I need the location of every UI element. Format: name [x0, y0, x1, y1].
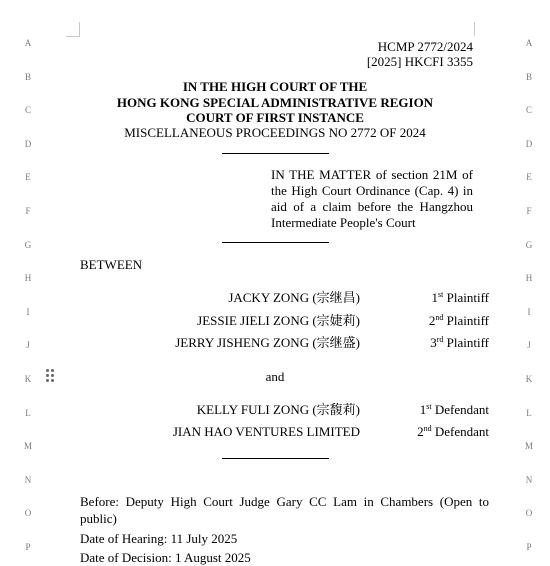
divider: [222, 153, 329, 154]
margin-letter-d: D: [24, 138, 32, 149]
plaintiff-1-role: 1st Plaintiff: [431, 290, 489, 305]
margin-letter-k: K: [525, 374, 533, 384]
margin-letter-e: E: [526, 172, 532, 183]
margin-letter-b: B: [525, 71, 532, 82]
crop-mark-top-left: [79, 22, 80, 36]
defendant-1-name: KELLY FULI ZONG (宗馥莉): [196, 402, 360, 417]
plaintiff-2-role: 2nd Plaintiff: [428, 313, 489, 328]
margin-letter-l: L: [25, 407, 31, 418]
action-number: HCMP 2772/2024: [377, 39, 473, 54]
divider: [222, 458, 329, 459]
margin-letter-o: O: [525, 508, 533, 519]
and-label: and: [265, 369, 285, 384]
margin-letter-m: M: [23, 441, 32, 452]
margin-letter-h: H: [24, 273, 32, 284]
court-heading-line-3: COURT OF FIRST INSTANCE: [186, 110, 364, 125]
neutral-citation: [2025] HKCFI 3355: [366, 54, 473, 69]
plaintiff-1-name: JACKY ZONG (宗继昌): [228, 290, 360, 305]
margin-letter-j: J: [527, 340, 531, 351]
margin-letter-f: F: [526, 206, 532, 216]
defendant-2-role: 2nd Defendant: [417, 424, 489, 439]
margin-letter-n: N: [525, 474, 533, 485]
margin-letter-m: M: [524, 441, 533, 452]
proceedings-number: MISCELLANEOUS PROCEEDINGS NO 2772 OF 2024: [124, 125, 426, 140]
margin-letter-p: P: [526, 542, 532, 552]
margin-letter-b: B: [24, 71, 31, 82]
crop-mark-top-left-h: [66, 36, 80, 37]
margin-letter-p: P: [25, 542, 31, 552]
margin-letter-j: J: [26, 340, 30, 351]
date-of-decision: Date of Decision: 1 August 2025: [80, 550, 251, 565]
plaintiff-2-name: JESSIE JIELI ZONG (宗婕莉): [197, 313, 360, 328]
before-judge: Before: Deputy High Court Judge Gary CC Lam in Chambers (Open to public): [80, 494, 489, 526]
margin-letter-d: D: [525, 138, 533, 149]
margin-letter-o: O: [24, 508, 32, 519]
margin-letter-k: K: [24, 374, 32, 384]
margin-letter-c: C: [525, 105, 532, 116]
between-label: BETWEEN: [80, 257, 143, 272]
margin-letter-i: I: [26, 306, 30, 317]
matter-statement: IN THE MATTER of section 21M of the High Court Ordinance (Cap. 4) in aid of a claim before the Hangzhou Intermediate People's Court: [271, 167, 473, 230]
defendant-2-name: JIAN HAO VENTURES LIMITED: [172, 424, 360, 439]
plaintiff-3-role: 3rd Plaintiff: [430, 335, 489, 350]
margin-letter-g: G: [24, 239, 32, 250]
date-of-hearing: Date of Hearing: 11 July 2025: [80, 531, 238, 546]
margin-letter-l: L: [526, 407, 532, 418]
margin-letter-g: G: [525, 239, 533, 250]
divider: [222, 242, 329, 243]
margin-letter-e: E: [25, 172, 31, 183]
crop-mark-top-right: [474, 22, 475, 36]
court-heading-line-2: HONG KONG SPECIAL ADMINISTRATIVE REGION: [116, 95, 434, 110]
plaintiff-3-name: JERRY JISHENG ZONG (宗继盛): [175, 335, 360, 350]
margin-letter-h: H: [525, 273, 533, 284]
margin-letter-a: A: [24, 38, 32, 48]
defendant-1-role: 1st Defendant: [419, 402, 489, 417]
margin-letter-a: A: [525, 38, 533, 48]
margin-letter-f: F: [25, 206, 31, 216]
margin-letter-n: N: [24, 474, 32, 485]
margin-letter-c: C: [24, 105, 31, 116]
margin-letter-i: I: [527, 306, 531, 317]
court-heading-line-1: IN THE HIGH COURT OF THE: [182, 79, 368, 94]
